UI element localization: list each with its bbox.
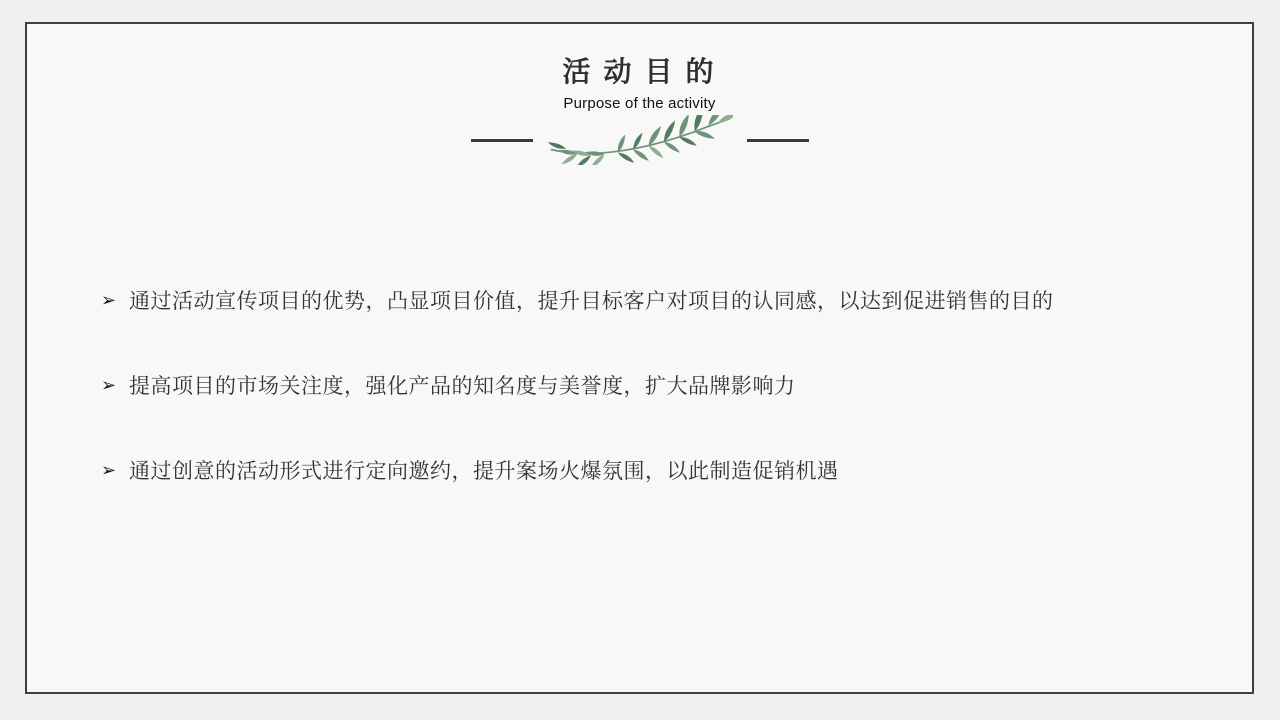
title-divider	[27, 114, 1252, 166]
arrow-bullet-icon: ➢	[101, 375, 117, 396]
slide-header	[27, 56, 1252, 166]
bullet-text: 通过活动宣传项目的优势，凸显项目价值，提升目标客户对项目的认同感，以达到促进销售的目的	[129, 289, 1054, 313]
olive-branch-icon	[547, 115, 733, 165]
page-title: 活 动 目 的	[562, 57, 717, 88]
bullet-text: 通过创意的活动形式进行定向邀约，提升案场火爆氛围，以此制造促销机遇	[129, 459, 839, 483]
bullet-list	[101, 286, 1197, 541]
page-subtitle: Purpose of the activity	[563, 95, 716, 112]
list-item	[101, 286, 1197, 316]
arrow-bullet-icon: ➢	[101, 460, 117, 481]
list-item	[101, 371, 1197, 401]
divider-right-dash	[747, 139, 809, 142]
arrow-bullet-icon: ➢	[101, 290, 117, 311]
list-item	[101, 456, 1197, 486]
slide-frame	[25, 22, 1254, 694]
divider-left-dash	[471, 139, 533, 142]
bullet-text: 提高项目的市场关注度，强化产品的知名度与美誉度，扩大品牌影响力	[129, 374, 796, 398]
